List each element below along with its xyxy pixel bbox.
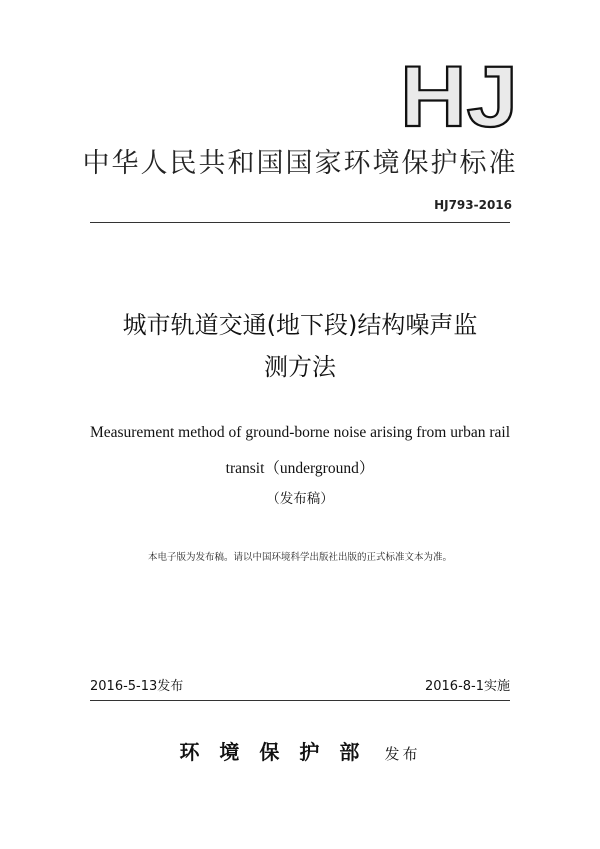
implementation-date: 2016-8-1实施 — [424, 679, 510, 694]
issuer — [0, 736, 600, 765]
title-en-line1: Measurement method of ground-borne noise arising from urban rail — [89, 424, 511, 441]
title-en-line2: transit（underground） — [225, 460, 375, 477]
issue-date: 2016-5-13发布 — [90, 679, 184, 694]
draft-label: （发布稿） — [266, 491, 334, 507]
edition-note: 本电子版为发布稿。请以中国环境科学出版社出版的正式标准文本为准。 — [147, 552, 452, 563]
standard-name: 中华人民共和国国家环境保护标准 — [82, 148, 518, 179]
standard-code: HJ793-2016 — [434, 198, 512, 212]
issuer-name: 环境保护部 — [179, 740, 380, 764]
top-divider — [90, 222, 510, 223]
bottom-divider — [90, 700, 510, 701]
title-cn-line1: 城市轨道交通(地下段)结构噪声监 — [122, 311, 478, 339]
issuer-suffix: 发布 — [384, 745, 421, 763]
hj-logo-text: HJ — [400, 58, 518, 132]
title-cn-line2: 测方法 — [264, 353, 336, 381]
hj-logo — [398, 58, 520, 132]
